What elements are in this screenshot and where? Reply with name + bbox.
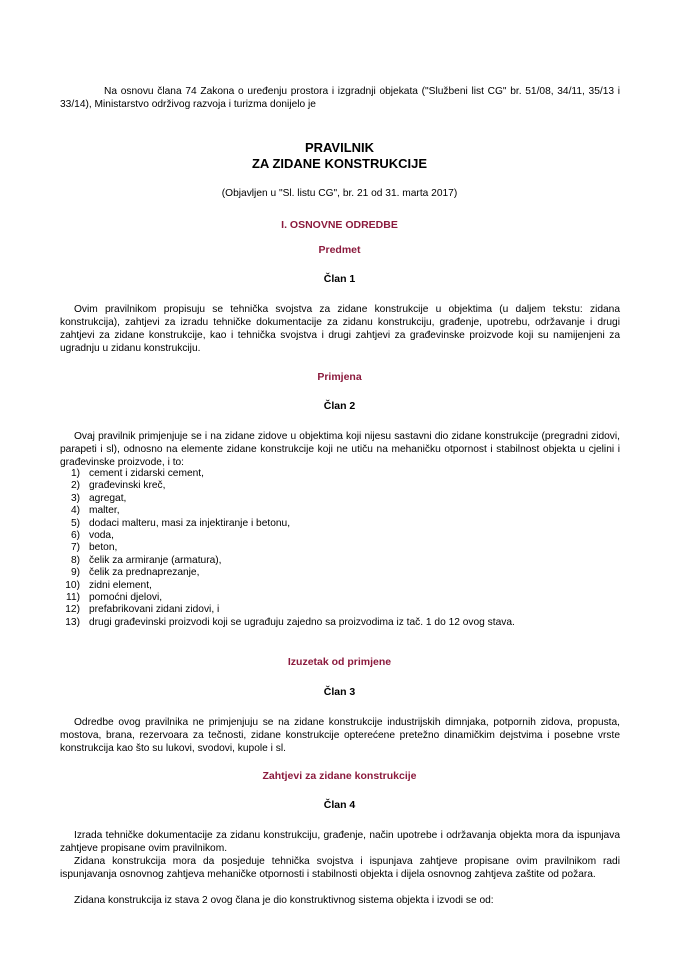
article-4-paragraph-1: Izrada tehničke dokumentacije za zidanu konstrukciju, građenje, način upotrebe i održavanja objekta mora da ispunjava zahtjeve propisane ovim pravilnikom. (60, 830, 620, 854)
list-item: 4) malter, (70, 505, 120, 517)
document-title-line1: PRAVILNIK (304, 140, 375, 155)
section-heading-primjena: Primjena (317, 371, 362, 383)
list-item: 10) zidni element, (65, 579, 152, 591)
list-item: 7) beton, (70, 542, 118, 554)
article-4-label: Član 4 (323, 799, 356, 811)
article-2-text: Ovaj pravilnik primjenjuje se i na zidane zidove u objektima koji nijesu sastavni dio zidane konstrukcije (pregradni zidovi, parapeti i sl), odnosno na elemente zidane konstrukcije koji ne utiču na mehaničku otpornost i stabilnost objekta u cjelini i građevinske proizvode, i to: (60, 431, 620, 468)
list-item: 5) dodaci malteru, masi za injektiranje i betonu, (70, 517, 291, 529)
list-item: 8) čelik za armiranje (armatura), (70, 554, 222, 566)
section-heading-zahtjevi: Zahtjevi za zidane konstrukcije (262, 770, 417, 782)
article-2-label: Član 2 (323, 400, 356, 412)
section-heading-izuzetak: Izuzetak od primjene (287, 656, 392, 668)
list-item: 1) cement i zidarski cement, (70, 468, 204, 479)
article-4-paragraph-3: Zidana konstrukcija iz stava 2 ovog člana je dio konstruktivnog sistema objekta i izvodi se od: (74, 895, 494, 906)
list-item: 12) prefabrikovani zidani zidovi, i (65, 604, 220, 616)
chapter-heading: I. OSNOVNE ODREDBE (281, 219, 398, 231)
article-2-list (60, 468, 515, 629)
list-item: 9) čelik za prednaprezanje, (70, 567, 200, 579)
list-item: 3) agregat, (70, 492, 127, 504)
document-title-line2: ZA ZIDANE KONSTRUKCIJE (251, 156, 428, 171)
section-heading-predmet: Predmet (318, 244, 361, 256)
article-4-paragraph-2: Zidana konstrukcija mora da posjeduje tehnička svojstva i ispunjava zahtjeve propisane ovim pravilnikom radi ispunjavanja osnovnog zahtjeva mehaničke otpornosti i stabilnosti objekta i dijela osnovnog zahtjeva zaštite od požara. (60, 856, 620, 880)
article-3-text: Odredbe ovog pravilnika ne primjenjuju se na zidane konstrukcije industrijskih dimnjaka, potpornih zidova, propusta, mostova, brana, rezervoara za tečnosti, zidane konstrukcije opterećene pretežno dinamičkim dejstvima i posebne vrste konstrukcija kao što su lukovi, svodovi, kupole i sl. (60, 717, 620, 754)
list-item: 2) građevinski kreč, (70, 480, 166, 492)
list-item: 6) voda, (70, 530, 114, 542)
article-3-label: Član 3 (323, 686, 356, 698)
list-item: 11) pomoćni djelovi, (66, 592, 163, 604)
publication-note: (Objavljen u "Sl. listu CG", br. 21 od 31. marta 2017) (221, 188, 458, 199)
article-1-text: Ovim pravilnikom propisuju se tehnička svojstva za zidane konstrukcije u objektima (u daljem tekstu: zidana konstrukcija), zahtjevi za izradu tehničke dokumentacije za zidanu konstrukciju, građenje, upotrebu, održavanje i drugi zahtjevi za zidane konstrukcije, kao i tehnička svojstva i drugi zahtjevi za građevinske proizvode koji su namijenjeni za ugradnju u zidanu konstrukciju. (60, 304, 620, 354)
intro-paragraph: Na osnovu člana 74 Zakona o uređenju prostora i izgradnji objekata ("Službeni list CG" br. 51/08, 34/11, 35/13 i 33/14), Ministarstvo održivog razvoja i turizma donijelo je (60, 86, 620, 110)
article-1-label: Član 1 (323, 273, 356, 285)
list-item: 13) drugi građevinski proizvodi koji se ugrađuju zajedno sa proizvodima iz tač. 1 do 12 ovog stava. (65, 616, 515, 628)
